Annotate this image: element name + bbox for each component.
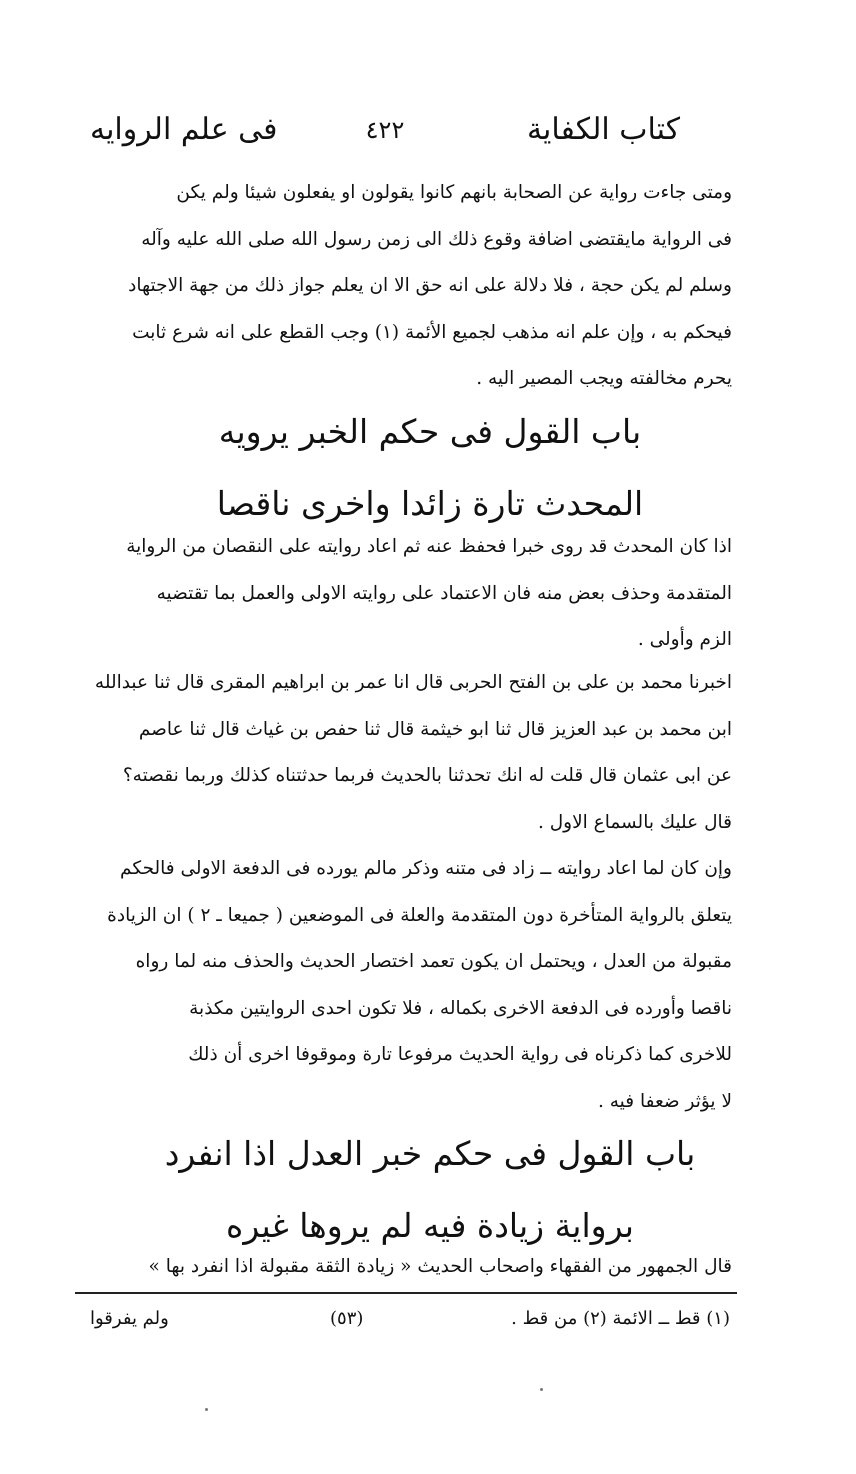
heading-line: المحدث تارة زائدا واخرى ناقصا xyxy=(216,484,644,523)
scan-speck xyxy=(540,1388,543,1391)
text-line: عن ابى عثمان قال قلت له انك تحدثنا بالحديث فربما حدثتناه كذلك وربما نقصته؟ xyxy=(122,765,732,786)
page-header xyxy=(90,112,680,162)
text-line: اخبرنا محمد بن على بن الفتح الحربى قال انا عمر بن ابراهيم المقرى قال ثنا عبدالله xyxy=(94,672,732,693)
text-line: قال الجمهور من الفقهاء واصحاب الحديث « زيادة الثقة مقبولة اذا انفرد بها » xyxy=(148,1256,732,1277)
text-line: للاخرى كما ذكرناه فى رواية الحديث مرفوعا تارة وموقوفا اخرى أن ذلك xyxy=(188,1044,732,1065)
paragraph-sahaba-narration xyxy=(62,170,732,403)
footnote-divider xyxy=(75,1292,737,1294)
paragraph-jumhur xyxy=(62,1244,732,1291)
text-line: اذا كان المحدث قد روى خبرا فحفظ عنه ثم اعاد روايته على النقصان من الرواية xyxy=(126,536,732,557)
catchword: ولم يفرقوا xyxy=(90,1308,169,1329)
text-line: المتقدمة وحذف بعض منه فان الاعتماد على روايته الاولى والعمل بما تقتضيه xyxy=(156,582,732,604)
text-line: فيحكم به ، وإن علم انه مذهب لجميع الأئمة (١) وجب القطع على انه شرع ثابت xyxy=(132,321,732,343)
heading-line: برواية زيادة فيه لم يروها غيره xyxy=(226,1206,634,1245)
scan-speck xyxy=(205,1408,208,1411)
page-footer xyxy=(90,1308,730,1344)
page-number: ٤٢٢ xyxy=(365,116,405,144)
text-line: وإن كان لما اعاد روايته ــ زاد فى متنه وذكر مالم يورده فى الدفعة الاولى فالحكم xyxy=(120,858,732,879)
text-line: فى الرواية مايقتضى اضافة وقوع ذلك الى زمن رسول الله صلى الله عليه وآله xyxy=(141,228,732,250)
paragraph-addition-narration xyxy=(62,846,732,1125)
heading-line: باب القول فى حكم خبر العدل اذا انفرد xyxy=(164,1134,696,1173)
text-line: ابن محمد بن عبد العزيز قال ثنا ابو خيثمة قال ثنا حفص بن غياث قال ثنا عاصم xyxy=(138,718,732,740)
text-line: مقبولة من العدل ، ويحتمل ان يكون تعمد اختصار الحديث والحذف منه لما رواه xyxy=(135,951,732,972)
section-title: فى علم الروايه xyxy=(90,112,278,147)
sheet-number: (٥٣) xyxy=(330,1308,364,1329)
chapter-heading-2 xyxy=(90,1118,770,1262)
chapter-heading-1 xyxy=(90,396,770,540)
footnote-text: (١) قط ــ الائمة (٢) من قط . xyxy=(511,1308,730,1329)
text-line: الزم وأولى . xyxy=(637,629,732,650)
paragraph-isnad xyxy=(62,660,732,846)
text-line: ناقصا وأورده فى الدفعة الاخرى بكماله ، فلا تكون احدى الروايتين مكذبة xyxy=(189,997,732,1019)
heading-line: باب القول فى حكم الخبر يرويه xyxy=(218,412,642,451)
text-line: قال عليك بالسماع الاول . xyxy=(537,811,732,833)
text-line: يحرم مخالفته ويجب المصير اليه . xyxy=(476,368,732,389)
text-line: يتعلق بالرواية المتأخرة دون المتقدمة والعلة فى الموضعين ( جميعا ـ ٢ ) ان الزيادة xyxy=(107,904,732,926)
text-line: ومتى جاءت رواية عن الصحابة بانهم كانوا يقولون او يفعلون شيئا ولم يكن xyxy=(176,182,732,203)
paragraph-shorter-narration xyxy=(62,524,732,664)
text-line: وسلم لم يكن حجة ، فلا دلالة على انه حق الا ان يعلم جواز ذلك من جهة الاجتهاد xyxy=(128,275,732,296)
book-title: كتاب الكفاية xyxy=(526,112,680,147)
text-line: لا يؤثر ضعفا فيه . xyxy=(598,1090,732,1112)
